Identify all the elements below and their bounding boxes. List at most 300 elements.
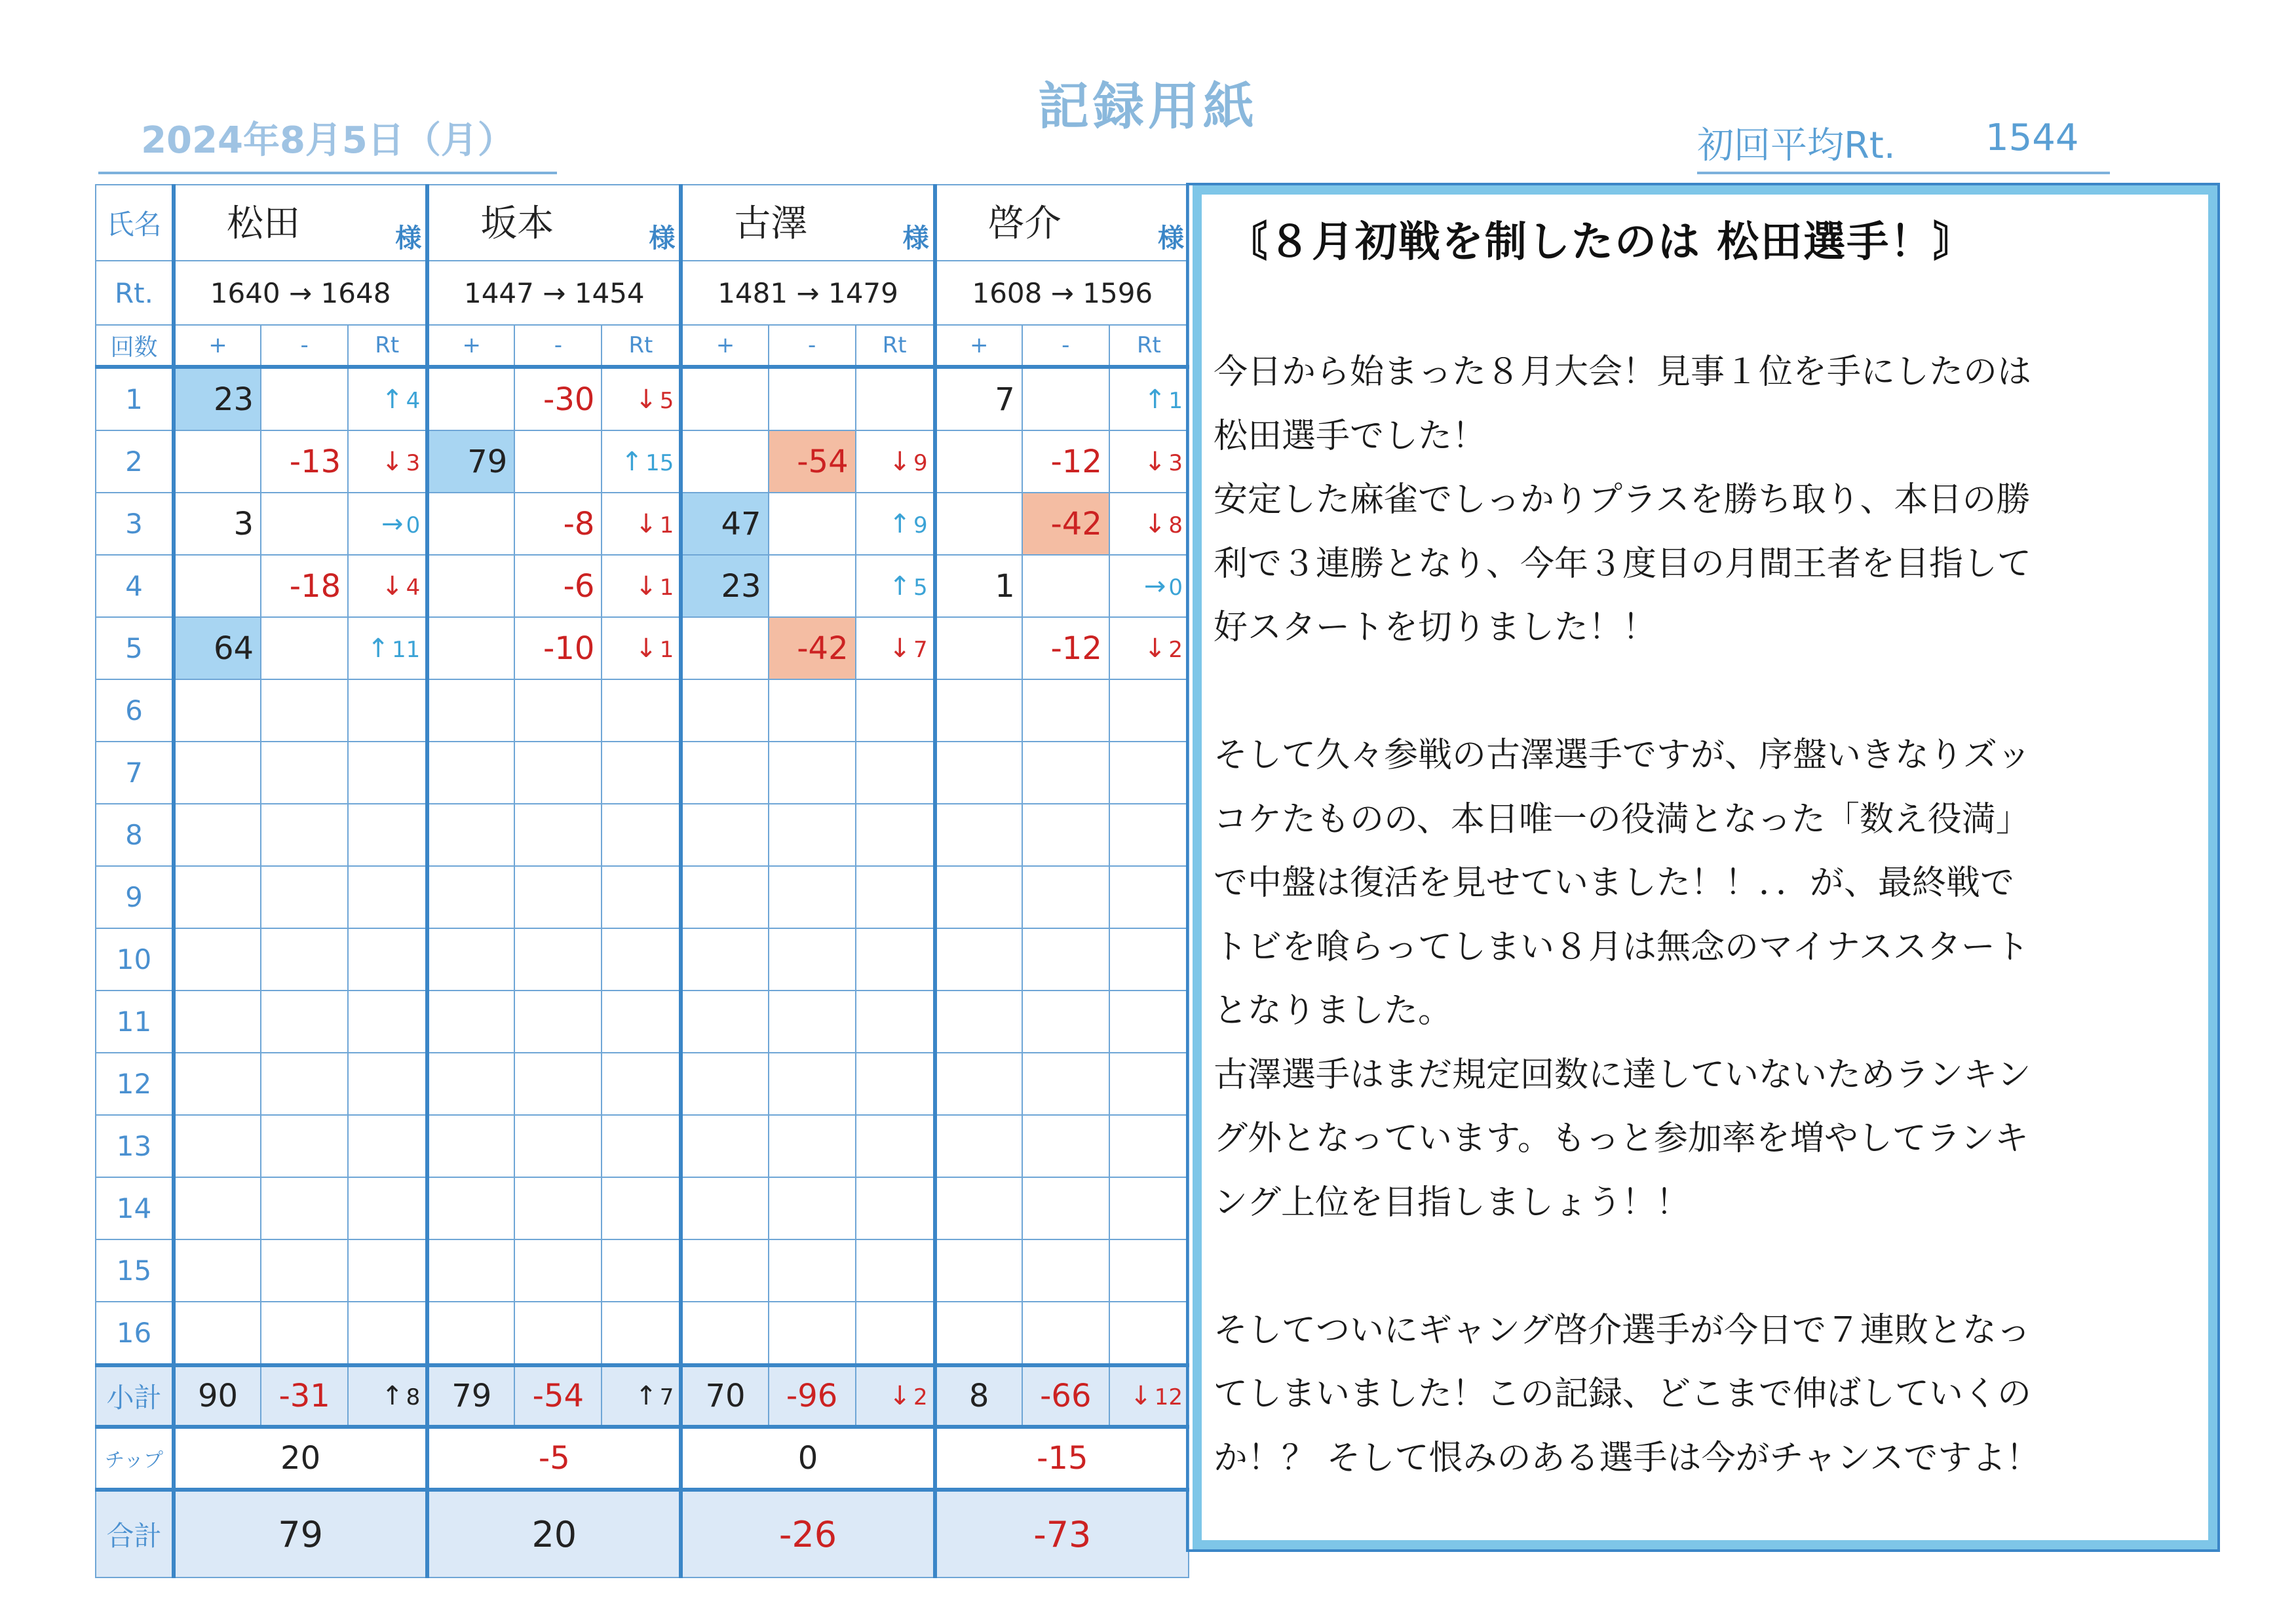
article-line: か！？ そして恨みのある選手は今がチャンスですよ！ [1214,1438,2040,1478]
plus-score [935,742,1022,804]
rating-arrow: ↓ [1130,1381,1152,1411]
minus-score [514,1053,602,1115]
subtotal-rating-change [348,1365,427,1427]
rating-change [348,991,427,1053]
minus-score [261,1239,348,1302]
honorific-label: 様 [1158,223,1184,254]
minus-score [1022,367,1109,430]
rating-arrow: ↓ [635,384,657,415]
column-header-row [96,325,1189,367]
plus-score [174,1177,261,1239]
minus-score [514,991,602,1053]
minus-score [261,1053,348,1115]
plus-score [427,493,514,555]
minus-header: - [514,325,602,367]
round-number: 16 [96,1302,174,1365]
rating-change [856,991,935,1053]
rating-change [856,1177,935,1239]
round-number: 14 [96,1177,174,1239]
rating-change [348,1053,427,1115]
minus-score [769,742,856,804]
minus-score [1022,804,1109,866]
minus-score: -8 [514,493,602,555]
minus-score [514,1115,602,1177]
minus-score [514,1239,602,1302]
rating-arrow: ↓ [1143,633,1166,664]
plus-score [935,617,1022,679]
name-label: 氏名 [96,185,174,261]
minus-score [261,617,348,679]
plus-score [174,1053,261,1115]
minus-score [769,1239,856,1302]
rating-delta: 7 [913,636,928,663]
rating-arrow: ↓ [1143,508,1166,539]
rating-delta: 12 [1154,1384,1183,1410]
rating-change [602,430,681,493]
plus-score [681,367,768,430]
minus-score [261,866,348,928]
page-title: 記録用紙 [1037,77,1258,136]
plus-score [427,1053,514,1115]
minus-score [1022,1302,1109,1365]
rating-delta: 8 [1168,512,1183,538]
minus-score: -42 [769,617,856,679]
player-name-cell [935,185,1189,261]
rating-change [1109,617,1189,679]
minus-header: - [769,325,856,367]
total-value: 79 [174,1490,427,1577]
minus-score [769,1115,856,1177]
minus-score [261,1302,348,1365]
article-line: 今日から始まった８月大会！見事１位を手にしたのは [1214,352,2032,392]
minus-score [514,430,602,493]
round-number: 4 [96,555,174,617]
subtotal-label: 小計 [96,1365,174,1427]
rating-change [348,928,427,991]
article-line: そして久々参戦の古澤選手ですが、序盤いきなりズッ [1214,736,2031,775]
rating-change [602,1239,681,1302]
rating-delta: 1 [659,512,674,538]
rating-change [856,1302,935,1365]
article-line: トビを喰らってしまい８月は無念のマイナススタート [1214,927,2029,967]
plus-score [935,1239,1022,1302]
rating-change [348,1177,427,1239]
rating-change [856,617,935,679]
minus-score [769,928,856,991]
rating-delta: 4 [406,574,421,601]
rating-change [602,1053,681,1115]
rating-change [602,991,681,1053]
article-line [1214,660,2177,725]
subtotal-rating-change [1109,1365,1189,1427]
player-rating: 1481 → 1479 [681,261,934,325]
rating-delta: 5 [659,387,674,414]
subtotal-rating-change [856,1365,935,1427]
plus-score [681,1053,768,1115]
rating-change [348,1239,427,1302]
rating-change [1109,928,1189,991]
minus-score [769,555,856,617]
minus-score [769,679,856,742]
subtotal-plus: 90 [174,1365,261,1427]
rating-change [1109,1302,1189,1365]
rating-change [348,430,427,493]
player-name: 啓介 [987,202,1062,245]
round-row [96,804,1189,866]
subtotal-rating-change [602,1365,681,1427]
minus-score [1022,866,1109,928]
minus-score [769,1302,856,1365]
round-row [96,555,1189,617]
rating-change [1109,555,1189,617]
rating-delta: 0 [1168,574,1183,601]
plus-score [935,1177,1022,1239]
rating-change [602,928,681,991]
article-line: 松田選手でした！ [1214,416,1487,456]
rating-delta: 2 [1168,636,1183,663]
rating-change [348,804,427,866]
rating-change [348,367,427,430]
rating-delta: 9 [913,512,928,538]
round-row [96,1053,1189,1115]
rating-arrow: ↓ [889,446,911,477]
round-number: 12 [96,1053,174,1115]
rating-delta: 2 [913,1384,928,1410]
plus-score: 47 [681,493,768,555]
round-number: 7 [96,742,174,804]
plus-score [681,928,768,991]
rating-arrow: ↑ [381,384,404,415]
minus-score: -30 [514,367,602,430]
minus-score [769,991,856,1053]
round-row [96,493,1189,555]
minus-score [514,804,602,866]
rating-change [602,804,681,866]
rating-label: Rt. [96,261,174,325]
rating-change [856,1053,935,1115]
round-number: 11 [96,991,174,1053]
initial-average-rating [1697,117,2110,169]
rating-change [348,866,427,928]
minus-score [261,367,348,430]
article-line: グ外となっています。もっと参加率を増やしてランキ [1214,1119,2029,1158]
article-line: ング上位を目指しましょう！！ [1214,1182,1690,1222]
rating-change [1109,679,1189,742]
rt-header: Rt [856,325,935,367]
plus-score [427,1239,514,1302]
minus-score [514,742,602,804]
rating-change [1109,367,1189,430]
minus-score: -6 [514,555,602,617]
article-line: となりました。 [1214,991,1453,1030]
round-number: 2 [96,430,174,493]
plus-score [427,555,514,617]
minus-score [514,928,602,991]
total-label: 合計 [96,1490,174,1577]
round-number: 9 [96,866,174,928]
plus-score [427,1177,514,1239]
rating-change [856,742,935,804]
plus-score [681,679,768,742]
rating-change [1109,1053,1189,1115]
rating-delta: 7 [659,1384,674,1410]
rating-arrow: ↓ [381,446,404,477]
round-row [96,928,1189,991]
rating-change [1109,430,1189,493]
date-underline [98,172,557,174]
plus-score [427,866,514,928]
subtotal-row [96,1365,1189,1427]
round-number: 15 [96,1239,174,1302]
player-name-cell [174,185,427,261]
plus-header: + [935,325,1022,367]
subtotal-minus: -31 [261,1365,348,1427]
plus-score [174,991,261,1053]
round-number: 5 [96,617,174,679]
minus-score [261,1177,348,1239]
plus-score [681,804,768,866]
rating-change [856,1239,935,1302]
subtotal-plus: 79 [427,1365,514,1427]
rating-arrow: → [1143,571,1166,601]
plus-score: 23 [681,555,768,617]
name-row [96,185,1189,261]
article-line: 古澤選手はまだ規定回数に達していないためランキン [1214,1055,2031,1095]
rating-row [96,261,1189,325]
minus-score [769,493,856,555]
plus-score [174,928,261,991]
rating-change [1109,742,1189,804]
minus-score [261,493,348,555]
rating-change [1109,866,1189,928]
minus-score [769,804,856,866]
plus-score [427,928,514,991]
rating-arrow: ↓ [889,1381,911,1411]
rt-header: Rt [1109,325,1189,367]
rating-change [348,742,427,804]
rating-arrow: ↑ [367,633,389,664]
plus-score [935,1115,1022,1177]
player-name: 松田 [226,202,300,245]
rating-arrow: ↓ [1143,446,1166,477]
minus-header: - [1022,325,1109,367]
rating-arrow: ↑ [889,571,911,601]
rating-change [856,679,935,742]
rating-delta: 15 [645,449,674,476]
rating-change [348,1302,427,1365]
rating-change [1109,991,1189,1053]
minus-score [1022,1177,1109,1239]
minus-score [769,367,856,430]
chip-row [96,1427,1189,1490]
player-rating: 1640 → 1648 [174,261,427,325]
rating-delta: 1 [659,574,674,601]
rating-arrow: ↑ [889,508,911,539]
player-rating: 1608 → 1596 [935,261,1189,325]
plus-header: + [427,325,514,367]
avg-value: 1544 [1985,117,2079,159]
rating-delta: 1 [1168,387,1183,414]
rating-change [856,430,935,493]
minus-score: -13 [261,430,348,493]
plus-score [427,804,514,866]
plus-score [935,928,1022,991]
rating-arrow: ↑ [1143,384,1166,415]
plus-score [427,617,514,679]
rating-change [602,742,681,804]
minus-score [261,742,348,804]
minus-score [514,679,602,742]
player-name-cell [427,185,681,261]
rt-header: Rt [602,325,681,367]
article-line: 安定した麻雀でしっかりプラスを勝ち取り、本日の勝 [1214,480,2031,519]
plus-score [174,1302,261,1365]
minus-score [1022,1053,1109,1115]
plus-score [174,1115,261,1177]
plus-score: 79 [427,430,514,493]
rating-change [856,555,935,617]
minus-score [514,866,602,928]
round-row [96,617,1189,679]
article-line: 好スタートを切りました！！ [1214,608,1657,647]
rating-arrow: ↓ [635,571,657,601]
total-value: -73 [935,1490,1189,1577]
rating-change [602,555,681,617]
article-headline: 〘８月初戦を制したのは 松田選手！〙 [1225,218,1977,267]
player-name: 坂本 [480,202,554,245]
rating-delta: 5 [913,574,928,601]
plus-score: 64 [174,617,261,679]
minus-score: -12 [1022,430,1109,493]
plus-score [427,679,514,742]
plus-score [935,679,1022,742]
chip-value: -5 [427,1427,681,1490]
rating-delta: 9 [913,449,928,476]
rating-change [1109,1177,1189,1239]
article-line: 利で３連勝となり、今年３度目の月間王者を目指して [1214,544,2032,584]
rating-change [602,493,681,555]
subtotal-minus: -96 [769,1365,856,1427]
minus-score [261,991,348,1053]
rating-delta: 11 [391,636,421,663]
rating-change [602,866,681,928]
plus-score [174,804,261,866]
minus-score [261,679,348,742]
rating-change [602,679,681,742]
plus-score [935,493,1022,555]
minus-score [1022,742,1109,804]
plus-score [681,1115,768,1177]
subtotal-plus: 8 [935,1365,1022,1427]
rating-delta: 1 [659,636,674,663]
rating-delta: 4 [406,387,421,414]
rating-change [856,1115,935,1177]
chip-label: チップ [96,1427,174,1490]
rating-change [1109,1115,1189,1177]
article-line: てしまいました！この記録、どこまで伸ばしていくの [1214,1374,2032,1414]
plus-score [174,866,261,928]
rating-change [602,1177,681,1239]
plus-score [174,555,261,617]
rating-arrow: ↓ [635,508,657,539]
minus-score: -54 [769,430,856,493]
rt-header: Rt [348,325,427,367]
round-row [96,742,1189,804]
chip-value: 20 [174,1427,427,1490]
avg-label: 初回平均Rt. [1697,124,1896,167]
rating-change [348,617,427,679]
rating-delta: 3 [1168,449,1183,476]
rating-change [1109,804,1189,866]
round-row [96,679,1189,742]
plus-score [427,742,514,804]
plus-score [681,430,768,493]
minus-score [261,1115,348,1177]
plus-score [681,1177,768,1239]
rating-change [348,493,427,555]
rating-change [348,555,427,617]
rating-change [856,866,935,928]
minus-score [1022,991,1109,1053]
plus-score [935,1302,1022,1365]
plus-score: 1 [935,555,1022,617]
subtotal-minus: -66 [1022,1365,1109,1427]
round-row [96,1115,1189,1177]
rating-delta: 8 [406,1384,421,1410]
article-line [1214,1235,2177,1299]
rating-change [856,493,935,555]
article-line: で中盤は復活を見せていました！！．．が、最終戦で [1214,863,2015,903]
honorific-label: 様 [395,223,422,254]
minus-score [1022,679,1109,742]
round-row [96,1302,1189,1365]
chip-value: -15 [935,1427,1189,1490]
minus-score: -10 [514,617,602,679]
rating-change [602,367,681,430]
subtotal-minus: -54 [514,1365,602,1427]
plus-score [174,679,261,742]
score-sheet [95,184,1189,1553]
plus-score: 7 [935,367,1022,430]
honorific-label: 様 [902,223,929,254]
rating-change [348,679,427,742]
rating-change [1109,1239,1189,1302]
rating-arrow: ↑ [635,1381,657,1411]
minus-score [769,866,856,928]
minus-score: -42 [1022,493,1109,555]
minus-score [261,928,348,991]
plus-score [174,430,261,493]
plus-score [935,1053,1022,1115]
plus-score [681,991,768,1053]
date-label: 2024年8月5日（月） [141,119,514,162]
plus-header: + [681,325,768,367]
plus-score [935,991,1022,1053]
plus-score [681,866,768,928]
minus-score [769,1053,856,1115]
minus-score [261,804,348,866]
plus-score: 23 [174,367,261,430]
article-line: そしてついにギャング啓介選手が今日で７連敗となっ [1214,1310,2031,1350]
round-row [96,430,1189,493]
round-row [96,1177,1189,1239]
player-name-cell [681,185,934,261]
plus-score [174,742,261,804]
minus-score [1022,1115,1109,1177]
games-label: 回数 [96,325,174,367]
article-body [1214,341,2177,1490]
rating-arrow: ↑ [381,1381,404,1411]
